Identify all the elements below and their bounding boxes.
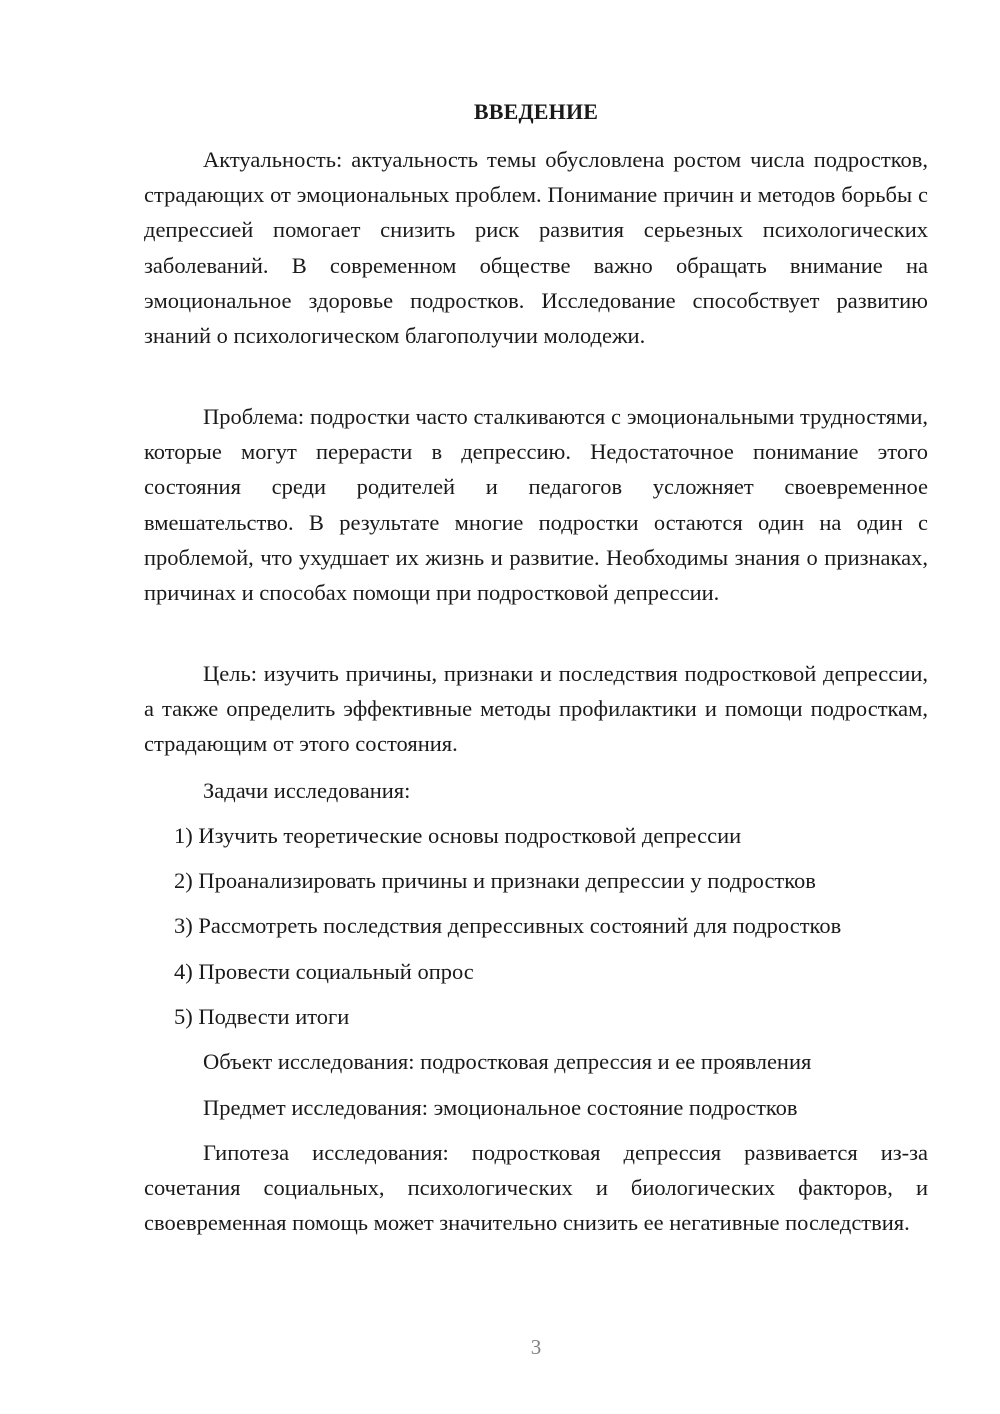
tasks-heading: Задачи исследования: (203, 778, 411, 803)
task-item-1: 1) Изучить теоретические основы подростковой депрессии (174, 823, 742, 848)
page-title: ВВЕДЕНИЕ (473, 99, 599, 124)
problem-paragraph: Проблема: подростки часто сталкиваются с эмоциональными трудностями, которые могут перерасти в депрессию. Недостаточное понимание этого состояния среди родителей и педагогов усложняет своевременное вмешательство. В результате многие подростки остаются один на один с проблемой, что ухудшает их жизнь и развитие. Необходимы знания о признаках, причинах и способах помощи при подростковой депрессии. (144, 404, 928, 606)
task-item-5: 5) Подвести итоги (174, 1004, 350, 1029)
goal-paragraph: Цель: изучить причины, признаки и последствия подростковой депрессии, а также определить эффективные методы профилактики и помощи подросткам, страдающим от этого состояния. (144, 661, 928, 757)
research-object: Объект исследования: подростковая депрессия и ее проявления (203, 1049, 812, 1074)
research-subject: Предмет исследования: эмоциональное состояние подростков (203, 1095, 798, 1120)
task-item-4: 4) Провести социальный опрос (174, 959, 474, 984)
relevance-paragraph: Актуальность: актуальность темы обусловлена ростом числа подростков, страдающих от эмоциональных проблем. Понимание причин и методов борьбы с депрессией помогает снизить риск развития серьезных психологических заболеваний. В современном обществе важно обращать внимание на эмоциональное здоровье подростков. Исследование способствует развитию знаний о психологическом благополучии молодежи. (144, 147, 928, 349)
hypothesis-paragraph: Гипотеза исследования: подростковая депрессия развивается из-за сочетания социальных, психологических и биологических факторов, и своевременная помощь может значительно снизить ее негативные последствия. (144, 1140, 928, 1236)
page-number: 3 (530, 1335, 542, 1359)
task-item-2: 2) Проанализировать причины и признаки депрессии у подростков (174, 868, 816, 893)
task-item-3: 3) Рассмотреть последствия депрессивных состояний для подростков (174, 913, 842, 938)
